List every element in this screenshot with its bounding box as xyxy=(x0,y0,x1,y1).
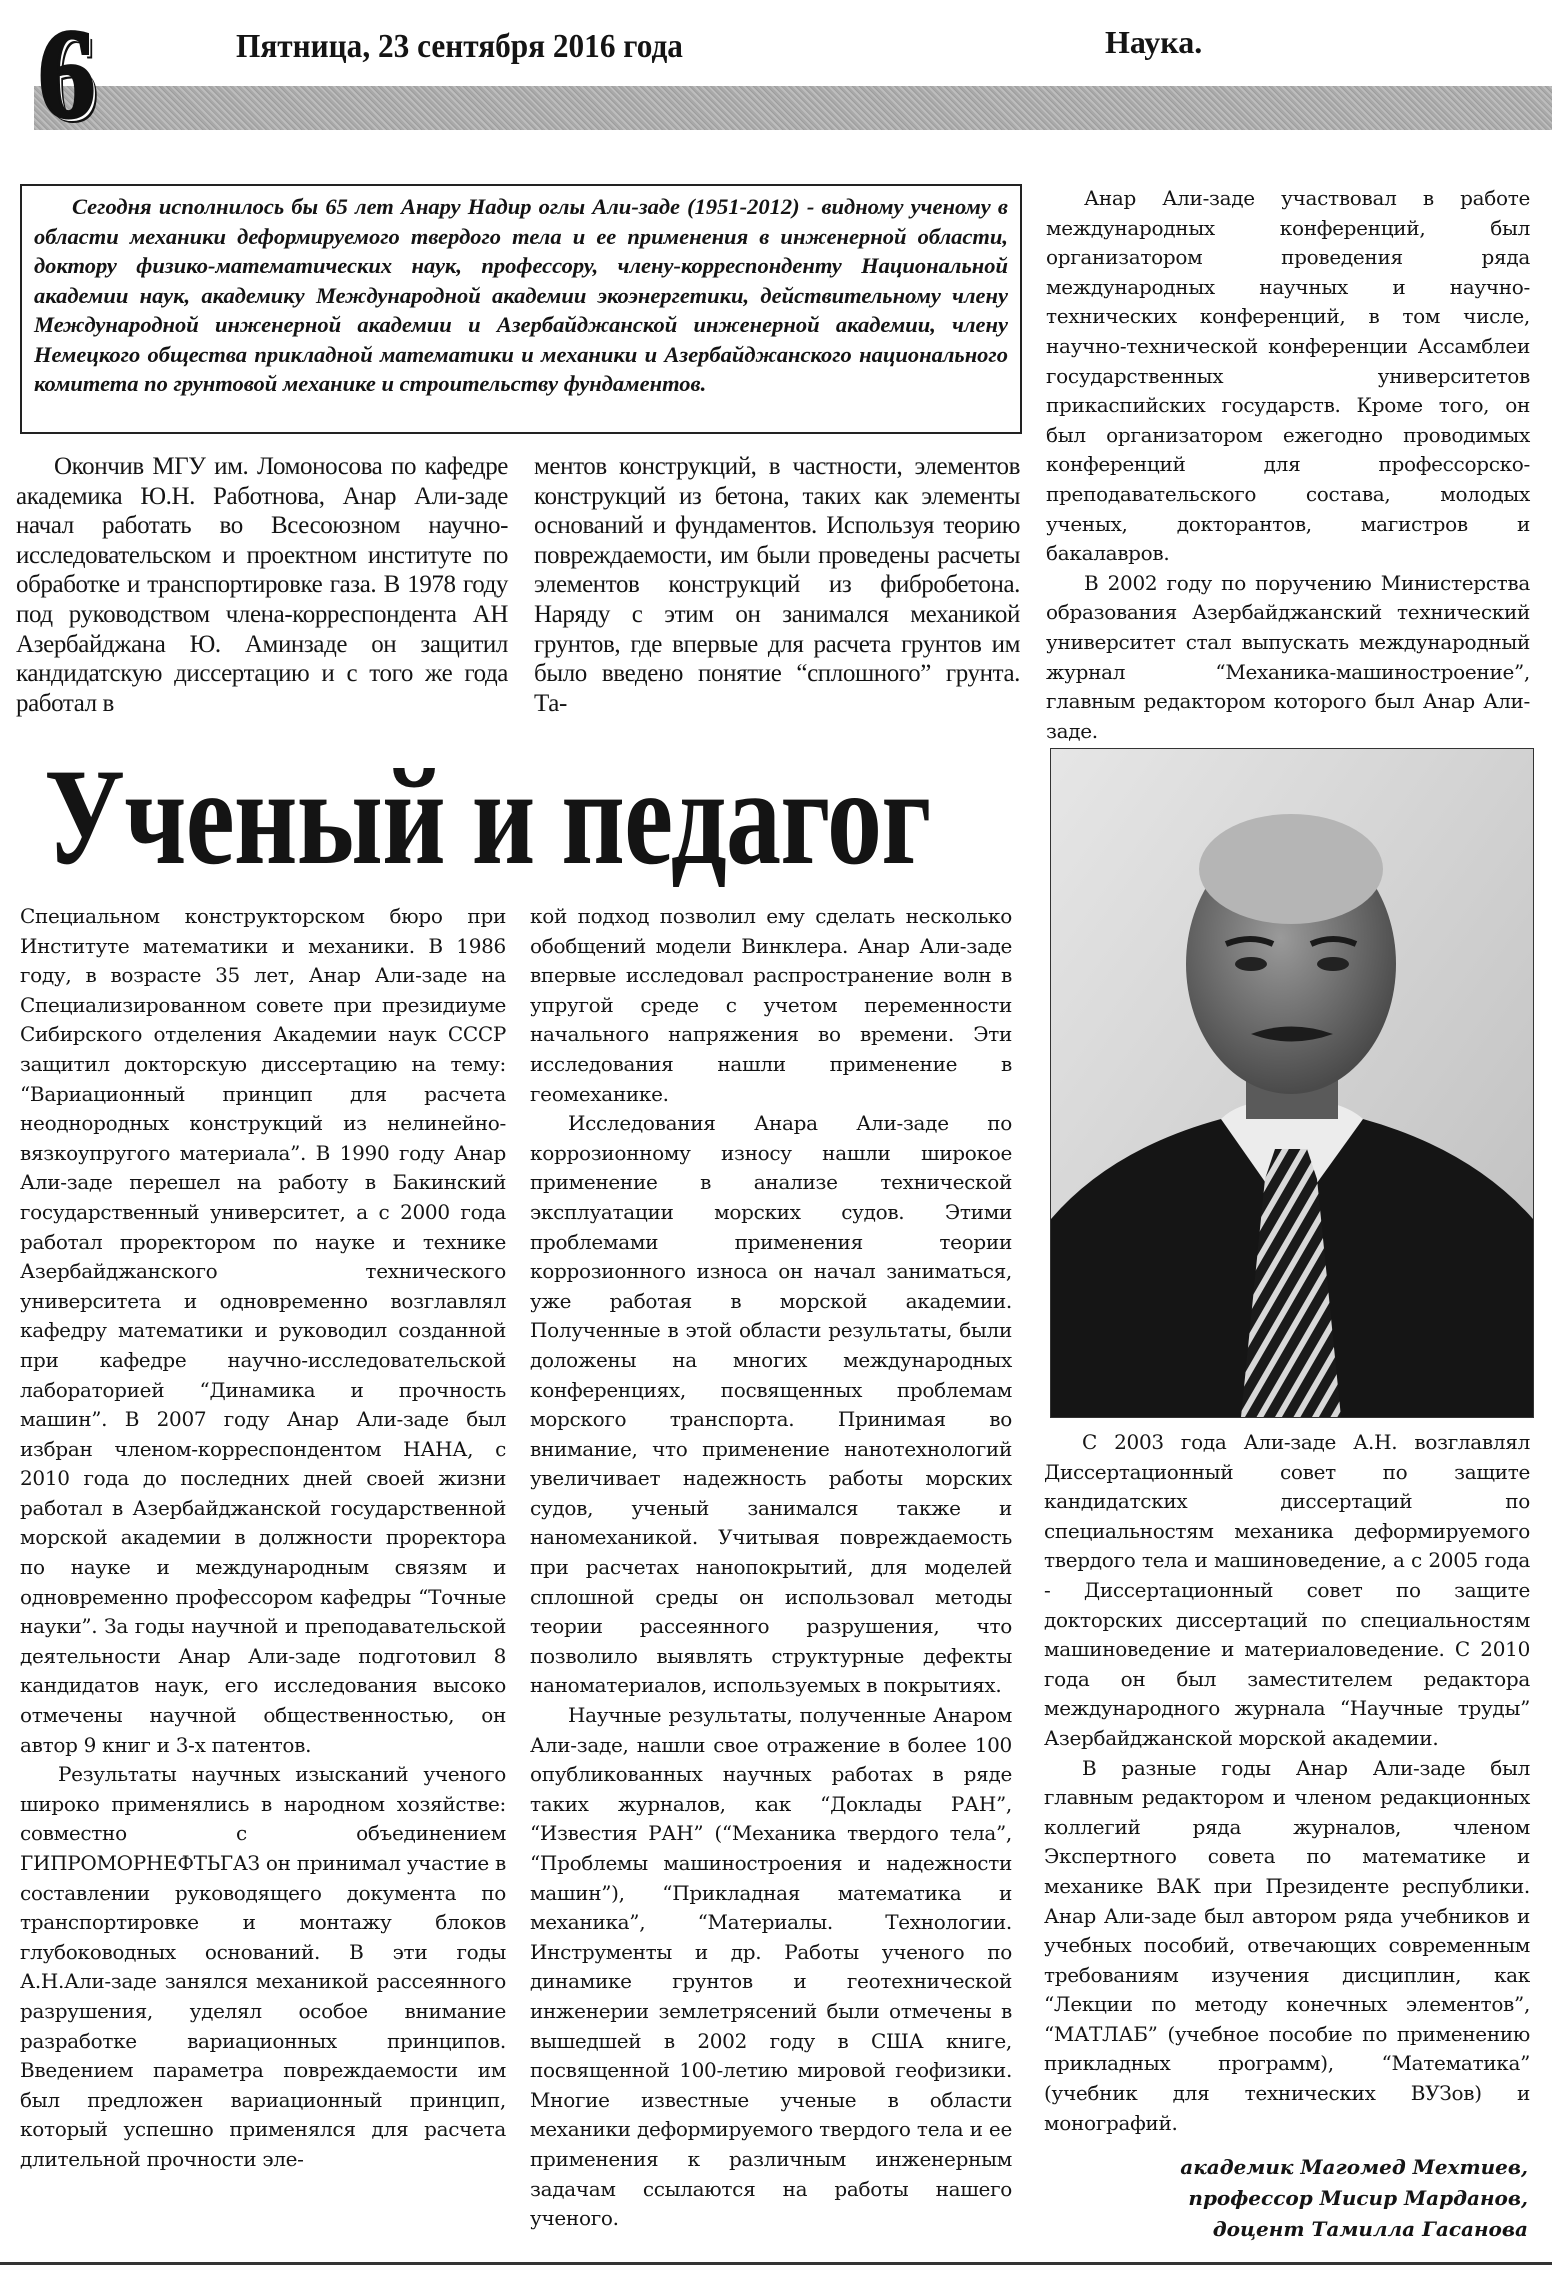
paragraph: В разные годы Анар Али-заде был главным редактором и членом редакционных коллегий ряда журналов, членом Экспертного совета по математике и механике ВАК при Президенте республики. Анар Али-заде был автором ряда учебников и учебных пособий, отвечающих современным требованиям изучения дисциплин, как “Лекции по методу конечных элементов”, “МАТЛАБ” (учебное пособие по применению прикладных программ), “Математика” (учебник для технических ВУЗов) и монографий. xyxy=(1044,1755,1530,2135)
header-band xyxy=(34,86,1552,130)
paragraph: кой подход позволил ему сделать несколько обобщений модели Винклера. Анар Али-заде впервые исследовал распространение волн в упругой среде с учетом переменности начального напряжения во времени. Эти исследования нашли применение в геомеханике. xyxy=(530,904,1012,1106)
lower-column-2 xyxy=(530,902,1012,2234)
paragraph: Результаты научных изысканий ученого широко применялись в народном хозяйстве: совместно с объединением ГИПРОМОРНЕФТЬГАЗ он принимал участие в составлении руководящего документа по транспортировке и монтажу блоков глубоководных оснований. В эти годы А.Н.Али-заде занялся механикой рассеянного разрушения, уделял особое внимание разработке вариационных принципов. Введением параметра повреждаемости им был предложен вариационный принцип, который успешно применялся для расчета длительной прочности эле- xyxy=(20,1762,506,2171)
upper-column-1 xyxy=(16,452,508,718)
paragraph: Окончив МГУ им. Ломоносова по кафедре академика Ю.Н. Работнова, Анар Али-заде начал работать во Всесоюзном научно-исследовательском и проектном институте по обработке и транспортировке газа. В 1978 году под руководством члена-корреспондента АН Азербайджана Ю. Аминзаде он защитил кандидатскую диссертацию и с того же года работал в xyxy=(16,453,508,717)
bottom-rule xyxy=(0,2262,1552,2265)
lower-column-3 xyxy=(1044,1428,1530,2138)
paragraph: ментов конструкций, в частности, элементов конструкций из бетона, таких как элементы оснований и фундаментов. Используя теорию повреждаемости, им были проведены расчеты элементов конструкций из фибробетона. Наряду с этим он занимался механикой грунтов, где впервые для расчета грунтов им было введено понятие “сплошного” грунта. Та- xyxy=(534,453,1020,717)
paragraph: Специальном конструкторском бюро при Институте математики и механики. В 1986 году, в возрасте 35 лет, Анар Али-заде на Специализированном совете при президиуме Сибирского отделения Академии наук СССР защитил докторскую диссертацию на тему: “Вариационный принцип для расчета неоднородных конструкций из нелинейно-вязкоупругого материала”. В 1990 году Анар Али-заде перешел на работу в Бакинский государственный университет, а с 2000 года работал проректором по науке и технике Азербайджанского технического университета и одновременно возглавлял кафедру математики и руководил созданной при кафедре научно-исследовательской лабораторией “Динамика и прочность машин”. В 2007 году Анар Али-заде был избран членом-корреспондентом НАНА, с 2010 года до последних дней своей жизни работал в Азербайджанской государственной морской академии в должности проректора по науке и международным связям и одновременно профессором кафедры “Точные науки”. За годы научной и преподавательской деятельности Анар Али-заде подготовил 8 кандидатов наук, его исследования высоко отмечены научной общественностью, он автор 9 книг и 3-х патентов. xyxy=(20,904,506,1757)
portrait-photo xyxy=(1050,748,1534,1418)
portrait-image xyxy=(1051,749,1533,1417)
paragraph: Исследования Анара Али-заде по коррозионному износу нашли широкое применение в анализе технической эксплуатации морских судов. Этими проблемами применения теории коррозионного износа он начал заниматься, уже работая в морской академии. Полученные в этой области результаты, были доложены на многих международных конференциях, посвященных проблемам морского транспорта. Принимая во внимание, что применение нанотехнологий увеличивает надежность работы морских судов, ученый занимался также и наномеханикой. Учитывая повреждаемость при расчетах нанопокрытий, для моделей сплошной среды он использовал методы теории рассеянного разрушения, что позволило выявлять структурные дефекты наноматериалов, используемых в покрытиях. xyxy=(530,1111,1012,1698)
author-signature xyxy=(1180,2152,1528,2245)
issue-date: Пятница, 23 сентября 2016 года xyxy=(236,28,683,65)
author-line: доцент Тамилла Гасанова xyxy=(1212,2217,1528,2241)
upper-column-2 xyxy=(534,452,1020,718)
right-top-column xyxy=(1046,184,1530,746)
paragraph: С 2003 года Али-заде А.Н. возглавлял Диссертационный совет по защите кандидатских диссертаций по специальностям механика деформируемого твердого тела и машиноведение, а с 2005 года - Диссертационный совет по защите докторских диссертаций по специальностям машиноведение и материаловедение. С 2010 года он был заместителем редактора международного журнала “Научные труды” Азербайджанской морской академии. xyxy=(1044,1430,1530,1750)
paragraph: Анар Али-заде участвовал в работе международных конференций, был организатором проведения ряда международных научных и научно-технических конференций, в том числе, научно-технической конференции Ассамблеи государственных университетов прикаспийских государств. Кроме того, он был организатором ежегодно проводимых конференций для профессорско-преподавательского состава, молодых ученых, докторантов, магистров и бакалавров. xyxy=(1046,186,1530,566)
lower-column-1 xyxy=(20,902,506,2175)
intro-box: Сегодня исполнилось бы 65 лет Анару Надир оглы Али-заде (1951-2012) - видному ученому в области механики деформируемого твердого тела и ее применения в инженерной области, доктору физико-математических наук, профессору, члену-корреспонденту Национальной академии наук, академику Международной академии экоэнергетики, действительному члену Международной инженерной академии и Азербайджанской инженерной академии, члену Немецкого общества прикладной математики и механики и Азербайджанского национального комитета по грунтовой механике и строительству фундаментов. xyxy=(20,184,1022,434)
author-line: профессор Мисир Марданов, xyxy=(1188,2186,1528,2210)
section-title: Наука. xyxy=(1105,24,1203,60)
paragraph: В 2002 году по поручению Министерства образования Азербайджанский технический университет стал выпускать международный журнал “Механика-машиностроение”, главным редактором которого был Анар Али-заде. xyxy=(1046,570,1530,743)
author-line: академик Магомед Мехтиев, xyxy=(1180,2155,1528,2179)
paragraph: Научные результаты, полученные Анаром Али-заде, нашли свое отражение в более 100 опубликованных научных работах в ряде таких журналов, как “Доклады РАН”, “Известия РАН” (“Механика твердого тела”, “Проблемы машиностроения и надежности машин”), “Прикладная математика и механика”, “Материалы. Технологии. Инструменты и др. Работы ученого по динамике грунтов и геотехнической инженерии землетрясений были отмечены в вышедшей в 2002 году в США книге, посвященной 100-летию мировой геофизики. Многие известные ученые в области механики деформируемого твердого тела и ее применения к различным инженерным задачам ссылаются на работы нашего ученого. xyxy=(530,1703,1012,2231)
headline: Ученый и педагог xyxy=(44,740,931,893)
page-number: 6 xyxy=(38,3,96,145)
